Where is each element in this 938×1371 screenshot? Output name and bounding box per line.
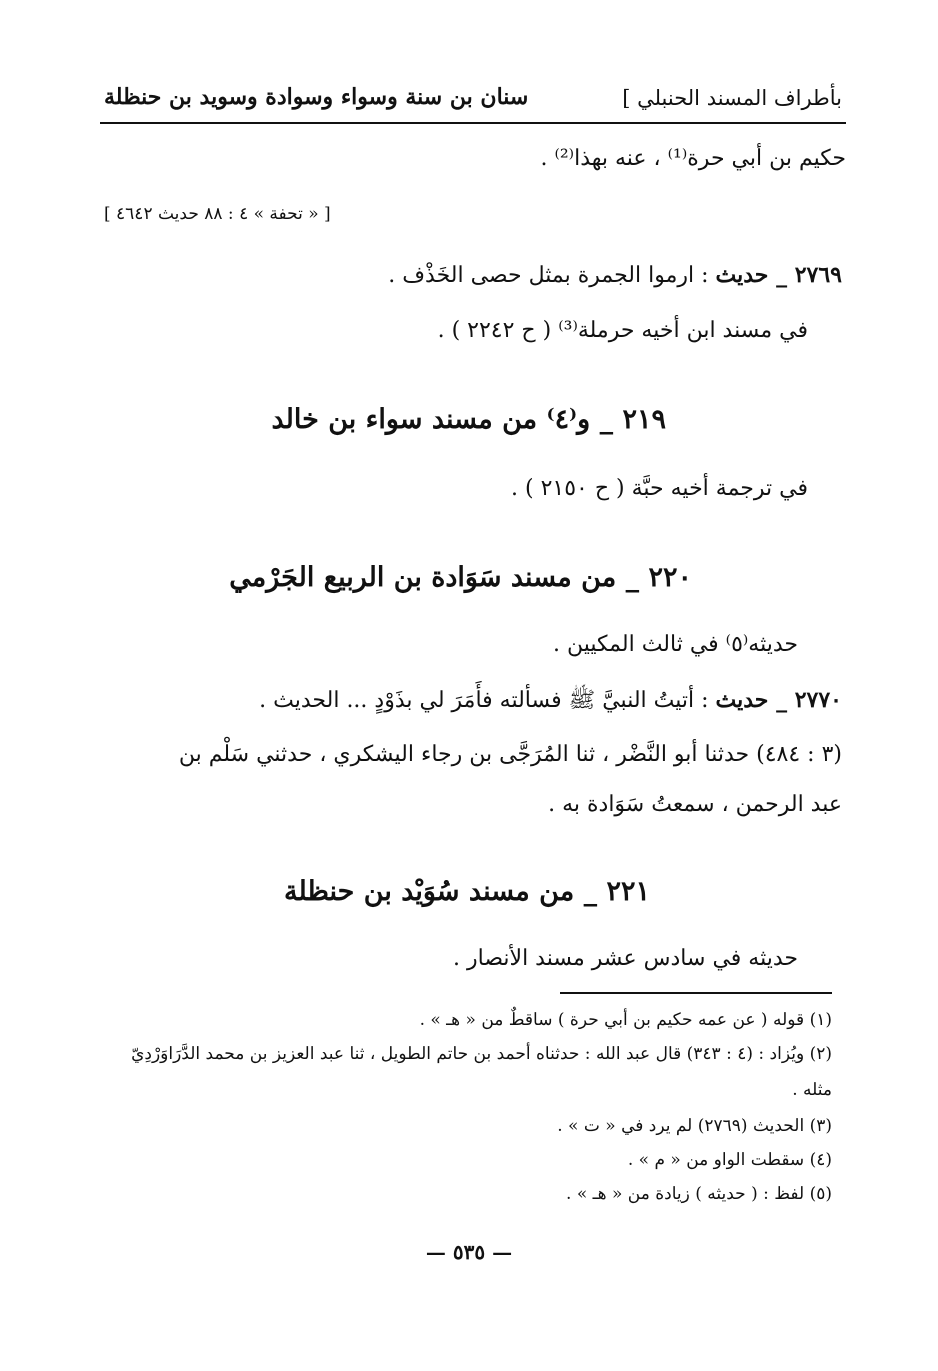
header-divider	[100, 122, 846, 124]
isnad-line-2: عبد الرحمن ، سمعتُ سَوَادة به .	[548, 792, 842, 817]
footnote-2-continued: مثله .	[792, 1080, 832, 1100]
footnote-1: (١) قوله ( عن عمه حكيم بن أبي حرة ) ساقطٌ من « هـ » .	[419, 1010, 832, 1030]
section-219-reference: في ترجمة أخيه حبَّة ( ح ٢١٥٠ ) .	[511, 476, 808, 501]
footnote-5: (٥) لفظ : ( حديثه ) زيادة من « هـ » .	[566, 1184, 832, 1204]
hadith-2770	[259, 686, 842, 718]
tuhfa-reference: [ « تحفة » ٤ : ٨٨ حديث ٤٦٤٢ ]	[104, 204, 331, 224]
section-heading-221: ٢٢١ _ من مسند سُوَيْد بن حنظلة	[283, 876, 650, 907]
footnote-2: (٢) ويُزاد : (٤ : ٣٤٣) قال عبد الله : حدثناه أحمد بن حاتم الطويل ، ثنا عبد العزيز بن محمد الدَّرَاوَرْدِيّ	[131, 1044, 832, 1064]
section-220-reference: حديثه⁽٥⁾ في ثالث المكيين .	[553, 632, 798, 657]
hadith-text: : ارموا الجمرة بمثل حصى الخَذْف .	[388, 263, 709, 288]
continuation-line: حكيم بن أبي حرة⁽¹⁾ ، عنه بهذا⁽²⁾ .	[540, 146, 846, 171]
hadith-2769-reference: في مسند ابن أخيه حرملة⁽³⁾ ( ح ٢٢٤٢ ) .	[437, 318, 808, 343]
section-221-reference: حديثه في سادس عشر مسند الأنصار .	[453, 946, 798, 971]
footnote-3: (٣) الحديث (٢٧٦٩) لم يرد في « ت » .	[557, 1116, 832, 1136]
section-heading-219: ٢١٩ _ و⁽٤⁾ من مسند سواء بن خالد	[271, 404, 666, 435]
hadith-number: ٢٧٧٠ _ حديث	[715, 687, 842, 713]
running-header-section-title: سنان بن سنة وسواء وسوادة وسويد بن حنظلة	[104, 84, 529, 110]
hadith-number: ٢٧٦٩ _ حديث	[715, 262, 842, 288]
section-heading-220: ٢٢٠ _ من مسند سَوَادة بن الربيع الجَرْمي	[229, 562, 692, 593]
footnote-4: (٤) سقطت الواو من « م » .	[627, 1150, 832, 1170]
isnad-line-1: (٣ : ٤٨٤) حدثنا أبو النَّضْر ، ثنا المُرَجَّى بن رجاء اليشكري ، حدثني سَلْم بن	[178, 742, 842, 767]
running-header-book-title: بأطراف المسند الحنبلي ]	[622, 86, 842, 110]
hadith-2769	[388, 262, 842, 288]
hadith-text: : أتيتُ النبيَّ ﷺ فسألته فأَمَرَ لي بذَوْدٍ ... الحديث .	[259, 688, 709, 713]
footnote-divider	[560, 992, 832, 994]
page-number: — ٥٣٥ —	[425, 1240, 513, 1264]
